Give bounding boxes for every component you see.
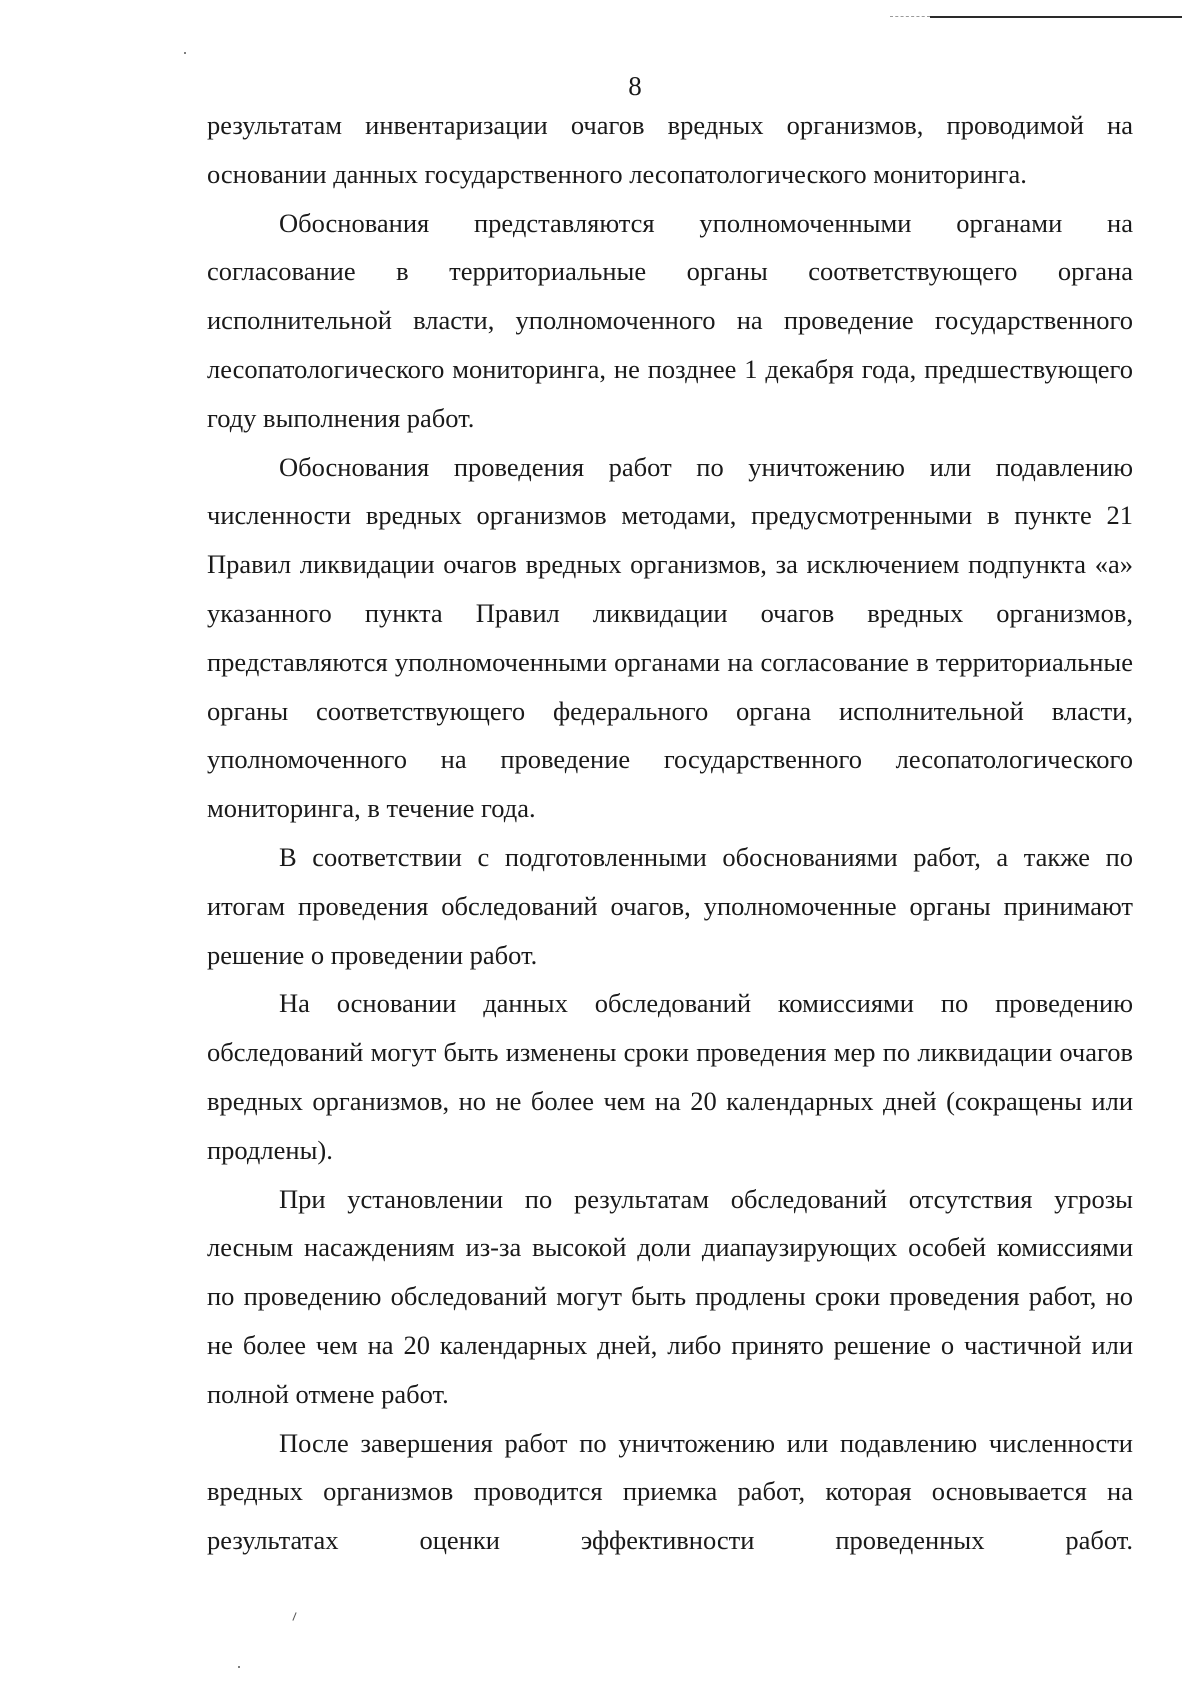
paragraph-threat-absence: При установлении по результатам обследований отсутствия угрозы лесным насаждениям из-за высокой доли диапаузирующих особей комиссиями по проведению обследований могут быть продлены сроки проведения работ, но не более чем на 20 календарных дней, либо принято решение о частичной или полной отмене работ.	[207, 1183, 1133, 1409]
scan-speck	[238, 1666, 240, 1668]
scan-speck	[292, 1612, 296, 1621]
paragraph-continuation: результатам инвентаризации очагов вредных организмов, проводимой на основании данных государственного лесопатологического мониторинга.	[207, 110, 1133, 189]
scan-edge-line	[930, 16, 1182, 18]
paragraph-justifications-submission: Обоснования представляются уполномоченными органами на согласование в территориальные органы соответствующего органа исполнительной власти, уполномоченного на проведение государственного лесопатологического мониторинга, не позднее 1 декабря года, предшествующего году выполнения работ.	[207, 207, 1133, 433]
scan-speck	[184, 52, 186, 54]
paragraph-decision: В соответствии с подготовленными обоснованиями работ, а также по итогам проведения обследований очагов, уполномоченные органы принимают решение о проведении работ.	[207, 841, 1133, 970]
paragraph-justifications-methods: Обоснования проведения работ по уничтожению или подавлению численности вредных организмов методами, предусмотренными в пункте 21 Правил ликвидации очагов вредных организмов, за исключением подпункта «а» указанного пункта Правил ликвидации очагов вредных организмов, представляются уполномоченными органами на согласование в территориальные органы соответствующего федерального органа исполнительной власти, уполномоченного на проведение государственного лесопатологического мониторинга, в течение года.	[207, 451, 1133, 824]
paragraph-terms-change: На основании данных обследований комиссиями по проведению обследований могут быть изменены сроки проведения мер по ликвидации очагов вредных организмов, но не более чем на 20 календарных дней (сокращены или продлены).	[207, 988, 1133, 1165]
paragraph-acceptance: После завершения работ по уничтожению или подавлению численности вредных организмов проводится приемка работ, которая основывается на результатах оценки эффективности проведенных работ.	[207, 1427, 1133, 1556]
document-body	[207, 101, 1133, 1565]
page-number: 8	[628, 71, 642, 101]
